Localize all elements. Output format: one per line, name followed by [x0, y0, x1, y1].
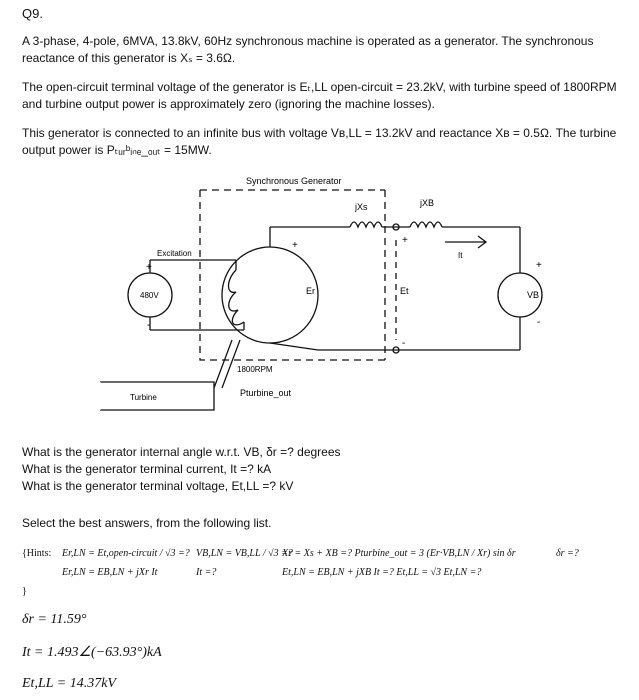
- vb-plus: +: [536, 260, 542, 271]
- er-plus: +: [292, 240, 298, 251]
- jxb-label: jXB: [420, 198, 435, 208]
- generator-title: Synchronous Generator: [246, 176, 342, 186]
- pturbine-label: Pturbine_out: [240, 388, 292, 398]
- rotor-winding: [229, 270, 245, 325]
- answer-delta: δr = 11.59°: [22, 612, 87, 627]
- et-label: Et: [400, 286, 409, 296]
- circuit-diagram: [0, 170, 639, 430]
- question-3: What is the generator terminal voltage, Et,LL =? kV: [22, 479, 294, 493]
- vb-label: VB: [527, 290, 540, 300]
- turbine-box: [100, 382, 214, 410]
- paragraph-machine-spec: A 3-phase, 4-pole, 6MVA, 13.8kV, 60Hz synchronous machine is operated as a generator. The synchronous reactance of this generator is Xₛ = 3.6Ω.: [22, 34, 594, 65]
- question-1: What is the generator internal angle w.r.t. VB, δr =? degrees: [22, 445, 341, 459]
- hint-xr-power: Xr = Xs + XB =? Pturbine_out = 3 (Er·VB,LN / Xr) sin δr: [282, 548, 516, 559]
- generator-boundary: [200, 190, 385, 360]
- dc-voltage-label: 480V: [140, 291, 159, 300]
- hint-delta: δr =?: [556, 548, 579, 559]
- et-plus: +: [402, 235, 408, 246]
- et-minus: -: [402, 338, 406, 349]
- xb-inductor: [410, 222, 442, 227]
- select-prompt: Select the best answers, from the following list.: [22, 516, 272, 530]
- dc-plus: +: [146, 262, 152, 273]
- jxs-label: jXs: [355, 202, 368, 212]
- vb-minus: -: [537, 317, 541, 328]
- excitation-label: Excitation: [157, 249, 192, 258]
- question-number: Q9.: [22, 6, 43, 21]
- hints-close: }: [22, 586, 27, 597]
- hints-open: {Hints:: [22, 548, 52, 559]
- hint-er-open-circuit: Er,LN = Et,open-circuit / √3 =?: [62, 548, 190, 559]
- answer-current: It = 1.493∠(−63.93°)kA: [22, 645, 162, 660]
- turbine-label: Turbine: [130, 393, 157, 402]
- hint-et: Et,LN = EB,LN + jXB It =? Et,LL = √3 Et,LN =?: [282, 567, 482, 578]
- hint-er-ln: Er,LN = EB,LN + jXr It: [62, 567, 158, 578]
- hint-vb-ln: VB,LN = VB,LL / √3 =?: [196, 548, 293, 559]
- paragraph-infinite-bus: This generator is connected to an infinite bus with voltage Vʙ,LL = 13.2kV and reactance Xʙ = 0.5Ω. The turbine output power is Pₜᵤᵣᵇᵢₙₑ_ₒᵤₜ = 15MW.: [22, 126, 617, 157]
- it-label: It: [458, 251, 463, 260]
- paragraph-open-circuit: The open-circuit terminal voltage of the generator is Eₜ,LL open-circuit = 23.2kV, with turbine speed of 1800RPM and turbine output power is approximately zero (ignoring the machine losses).: [22, 80, 617, 111]
- er-label: Er: [306, 286, 315, 296]
- xs-inductor: [350, 222, 382, 227]
- answer-terminal-voltage: Et,LL = 14.37kV: [22, 676, 116, 691]
- question-2: What is the generator terminal current, It =? kA: [22, 462, 272, 476]
- dc-minus: -: [147, 320, 151, 331]
- hint-it: It =?: [196, 567, 217, 578]
- rpm-label: 1800RPM: [237, 365, 273, 374]
